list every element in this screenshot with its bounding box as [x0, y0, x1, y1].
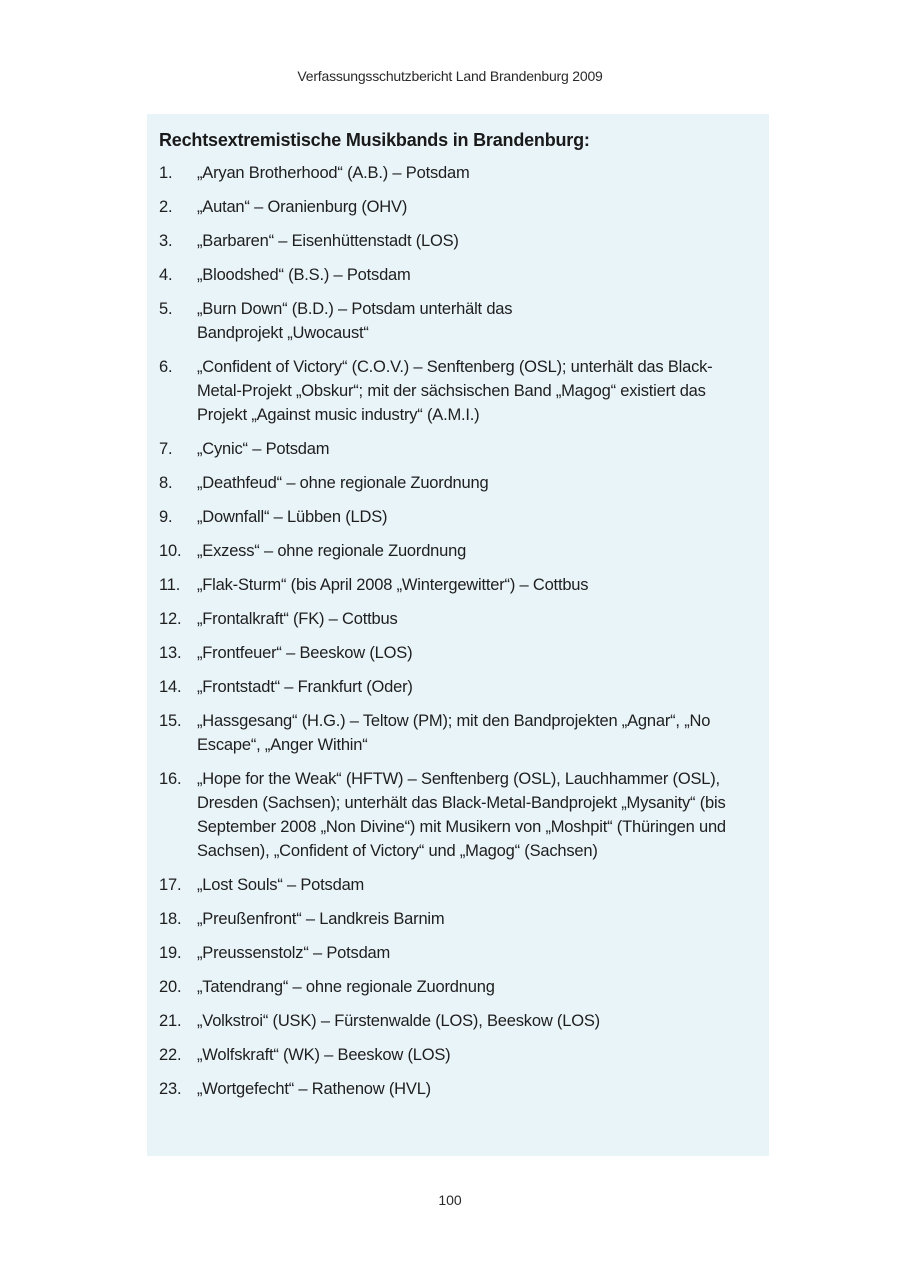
- item-number: 19.: [159, 944, 182, 962]
- band-list: [159, 161, 769, 1101]
- list-item: [159, 437, 769, 461]
- item-text: „Tatendrang“ – ohne regionale Zuordnung: [197, 978, 495, 996]
- item-text: „Cynic“ – Potsdam: [197, 440, 330, 458]
- list-item: [159, 573, 769, 597]
- item-text: „Bloodshed“ (B.S.) – Potsdam: [197, 266, 411, 284]
- item-number: 7.: [159, 440, 173, 458]
- list-item: [159, 907, 769, 931]
- item-number: 3.: [159, 232, 173, 250]
- item-text: „Exzess“ – ohne regionale Zuordnung: [197, 542, 467, 560]
- page-number: 100: [438, 1192, 462, 1208]
- item-text: „Hassgesang“ (H.G.) – Teltow (PM); mit den Bandprojekten „Agnar“, „No Escape“, „Anger Within“: [197, 712, 711, 754]
- item-number: 4.: [159, 266, 173, 284]
- list-item: [159, 1043, 769, 1067]
- item-number: 2.: [159, 198, 173, 216]
- list-title: Rechtsextremistische Musikbands in Brandenburg:: [159, 130, 590, 150]
- item-number: 13.: [159, 644, 182, 662]
- list-item: [159, 195, 769, 219]
- list-item: [159, 675, 769, 699]
- page-header: Verfassungsschutzbericht Land Brandenburg 2009: [297, 68, 603, 84]
- item-text: „Wolfskraft“ (WK) – Beeskow (LOS): [197, 1046, 451, 1064]
- item-number: 6.: [159, 358, 173, 376]
- item-text: „Preussenstolz“ – Potsdam: [197, 944, 391, 962]
- band-list-box: [147, 114, 769, 1156]
- list-item: [159, 263, 769, 287]
- item-text: „Confident of Victory“ (C.O.V.) – Senftenberg (OSL); unterhält das Black-Metal-Projekt „Obskur“; mit der sächsischen Band „Magog“ existiert das Projekt „Against music industry“ (A.M.I.): [197, 358, 713, 424]
- item-text: „Volkstroi“ (USK) – Fürstenwalde (LOS), Beeskow (LOS): [197, 1012, 600, 1030]
- item-number: 18.: [159, 910, 182, 928]
- item-number: 16.: [159, 770, 182, 788]
- item-text: „Preußenfront“ – Landkreis Barnim: [197, 910, 445, 928]
- item-text: „Flak-Sturm“ (bis April 2008 „Wintergewitter“) – Cottbus: [197, 576, 589, 594]
- item-number: 17.: [159, 876, 182, 894]
- item-text: „Barbaren“ – Eisenhüttenstadt (LOS): [197, 232, 459, 250]
- list-item: [159, 941, 769, 965]
- item-number: 1.: [159, 164, 173, 182]
- item-number: 22.: [159, 1046, 182, 1064]
- item-text: „Autan“ – Oranienburg (OHV): [197, 198, 408, 216]
- list-item: [159, 767, 769, 863]
- list-item: [159, 539, 769, 563]
- item-number: 23.: [159, 1080, 182, 1098]
- item-text: „Wortgefecht“ – Rathenow (HVL): [197, 1080, 431, 1098]
- item-number: 11.: [159, 576, 181, 594]
- item-text: „Frontfeuer“ – Beeskow (LOS): [197, 644, 413, 662]
- list-item: [159, 161, 769, 185]
- list-item: [159, 471, 769, 495]
- item-text: „Burn Down“ (B.D.) – Potsdam unterhält das Bandprojekt „Uwocaust“: [197, 300, 513, 342]
- list-item: [159, 505, 769, 529]
- list-item: [159, 709, 769, 757]
- item-number: 5.: [159, 300, 173, 318]
- item-number: 21.: [159, 1012, 182, 1030]
- item-text: „Downfall“ – Lübben (LDS): [197, 508, 388, 526]
- item-number: 8.: [159, 474, 173, 492]
- list-item: [159, 873, 769, 897]
- item-number: 10.: [159, 542, 182, 560]
- item-text: „Frontstadt“ – Frankfurt (Oder): [197, 678, 413, 696]
- item-text: „Deathfeud“ – ohne regionale Zuordnung: [197, 474, 489, 492]
- list-item: [159, 229, 769, 253]
- item-text: „Lost Souls“ – Potsdam: [197, 876, 365, 894]
- item-number: 15.: [159, 712, 182, 730]
- list-item: [159, 1009, 769, 1033]
- list-item: [159, 297, 769, 345]
- list-item: [159, 355, 769, 427]
- list-item: [159, 641, 769, 665]
- item-text: „Frontalkraft“ (FK) – Cottbus: [197, 610, 398, 628]
- list-item: [159, 975, 769, 999]
- item-number: 14.: [159, 678, 182, 696]
- list-item: [159, 607, 769, 631]
- item-text: „Aryan Brotherhood“ (A.B.) – Potsdam: [197, 164, 470, 182]
- item-text: „Hope for the Weak“ (HFTW) – Senftenberg (OSL), Lauchhammer (OSL), Dresden (Sachsen); unterhält das Black-Metal-Bandprojekt „Mysanity“ (bis September 2008 „Non Divine“) mit Musikern von „Moshpit“ (Thüringen und Sachsen), „Confident of Victory“ und „Magog“ (Sachsen): [197, 770, 726, 860]
- item-number: 9.: [159, 508, 173, 526]
- item-number: 12.: [159, 610, 182, 628]
- item-number: 20.: [159, 978, 182, 996]
- list-item: [159, 1077, 769, 1101]
